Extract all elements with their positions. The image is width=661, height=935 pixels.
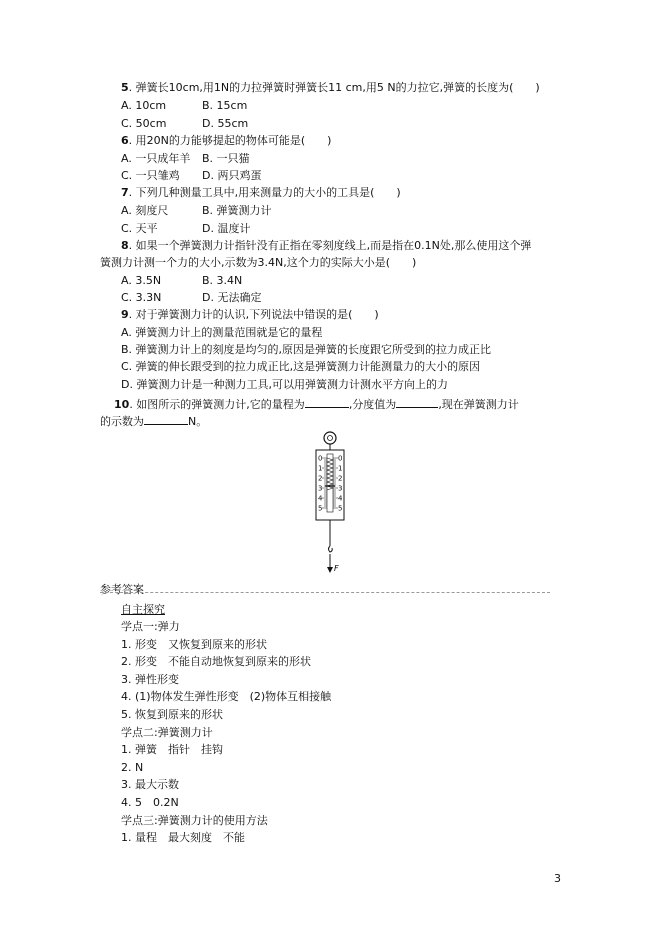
question-6-options-row-1	[121, 152, 250, 166]
answer-line: 学点二:弹簧测力计	[121, 725, 213, 739]
answers-heading: 参考答案	[100, 583, 144, 596]
question-text: ,现在弹簧测力计	[438, 398, 519, 411]
question-text: . 如果一个弹簧测力计指针没有正指在零刻度线上,而是指在0.1N处,那么使用这个弹	[128, 239, 532, 252]
question-5-options-row-1	[121, 99, 247, 113]
option-d: D. 无法确定	[202, 291, 262, 304]
option-a: A. 3.5N	[121, 274, 162, 287]
option-b: B. 一只猫	[202, 152, 250, 165]
scale-label-right: 3	[338, 484, 343, 493]
force-label: F	[334, 564, 339, 573]
option-c: C. 一只雏鸡	[121, 169, 180, 182]
option-c: C. 3.3N	[121, 291, 162, 304]
answer-line: 3. 最大示数	[121, 778, 179, 792]
question-text: . 用20N的力能够提起的物体可能是( )	[128, 134, 332, 147]
question-10	[114, 396, 519, 412]
answer-line: 2. 形变 不能自动地恢复到原来的形状	[121, 655, 311, 669]
question-text: . 对于弹簧测力计的认识,下列说法中错误的是( )	[128, 308, 379, 321]
question-6-options-row-2	[121, 169, 261, 183]
option-a: A. 刻度尺	[121, 204, 169, 217]
question-text: . 弹簧长10cm,用1N的力拉弹簧时弹簧长11 cm,用5 N的力拉它,弹簧的长度为( )	[128, 81, 540, 94]
question-6	[121, 134, 331, 148]
answer-line: 1. 量程 最大刻度 不能	[121, 831, 245, 845]
option-c: C. 弹簧的伸长跟受到的拉力成正比,这是弹簧测力计能测量力的大小的原因	[121, 360, 481, 373]
answer-line: 3. 弹性形变	[121, 672, 179, 686]
scale-label-right: 5	[338, 504, 343, 513]
arrow-head-icon	[327, 567, 333, 573]
question-text: . 下列几种测量工具中,用来测量力的大小的工具是( )	[128, 186, 401, 199]
page-number: 3	[554, 872, 561, 885]
answer-line: 4. (1)物体发生弹性形变 (2)物体互相接触	[121, 690, 332, 704]
reading-blank	[144, 413, 188, 425]
question-number: 9	[121, 308, 129, 321]
option-d: D. 55cm	[202, 117, 249, 130]
question-10-continued	[100, 413, 207, 429]
scale-label-left: 0	[318, 454, 323, 463]
question-text: ,分度值为	[348, 398, 397, 411]
option-b: B. 弹簧测力计	[202, 204, 272, 217]
question-number: 6	[121, 134, 129, 147]
question-text: . 如图所示的弹簧测力计,它的量程为	[129, 398, 305, 411]
answer-line: 1. 形变 又恢复到原来的形状	[121, 637, 267, 651]
answer-line: 学点一:弹力	[121, 620, 180, 633]
range-blank	[305, 396, 349, 408]
question-5	[121, 81, 540, 95]
question-text: N。	[188, 415, 208, 428]
scale-label-right: 2	[338, 474, 343, 483]
option-a: A. 弹簧测力计上的测量范围就是它的量程	[121, 326, 323, 339]
scale-label-left: 5	[318, 504, 323, 513]
question-number: 10	[114, 398, 130, 411]
division-blank	[396, 396, 438, 408]
hook-icon	[329, 546, 333, 552]
ring-icon	[324, 432, 336, 444]
option-a: A. 一只成年羊	[121, 152, 191, 165]
question-number: 7	[121, 186, 129, 199]
option-d: D. 两只鸡蛋	[202, 169, 262, 182]
question-9	[121, 308, 379, 322]
question-8-options-row-1	[121, 274, 242, 288]
scale-label-left: 1	[318, 464, 323, 473]
question-8-options-row-2	[121, 291, 261, 305]
option-c: C. 50cm	[121, 117, 167, 130]
answer-line: 学点三:弹簧测力计的使用方法	[121, 813, 268, 827]
option-b: B. 3.4N	[202, 274, 243, 287]
question-7-options-row-2	[121, 222, 250, 236]
question-8-continued: 簧测力计测一个力的大小,示数为3.4N,这个力的实际大小是( )	[100, 256, 417, 269]
question-7-options-row-1	[121, 204, 272, 218]
question-5-options-row-2	[121, 117, 248, 131]
option-d: D. 弹簧测力计是一种测力工具,可以用弹簧测力计测水平方向上的力	[121, 378, 448, 391]
scale-label-left: 3	[318, 484, 323, 493]
option-b: B. 弹簧测力计上的刻度是均匀的,原因是弹簧的长度跟它所受到的拉力成正比	[121, 343, 492, 356]
dashed-divider	[100, 592, 550, 593]
scale-label-left: 2	[318, 474, 323, 483]
answer-line: 4. 5 0.2N	[121, 796, 179, 809]
scale-label-left: 4	[318, 494, 323, 503]
scale-label-right: 1	[338, 464, 343, 473]
question-number: 8	[121, 239, 129, 252]
spring-scale-figure	[300, 428, 360, 578]
option-b: B. 15cm	[202, 99, 248, 112]
question-text: 的示数为	[100, 415, 144, 428]
question-8	[121, 239, 531, 253]
answer-line: 5. 恢复到原来的形状	[121, 708, 223, 721]
option-d: D. 温度计	[202, 222, 251, 235]
scale-label-right: 0	[338, 454, 343, 463]
answer-line: 1. 弹簧 指针 挂钩	[121, 743, 223, 757]
question-number: 5	[121, 81, 129, 94]
answer-line: 2. N	[121, 760, 144, 774]
scale-label-right: 4	[338, 494, 343, 503]
option-c: C. 天平	[121, 222, 158, 235]
option-a: A. 10cm	[121, 99, 167, 112]
question-7	[121, 186, 401, 200]
answers-section-title: 自主探究	[121, 603, 165, 616]
